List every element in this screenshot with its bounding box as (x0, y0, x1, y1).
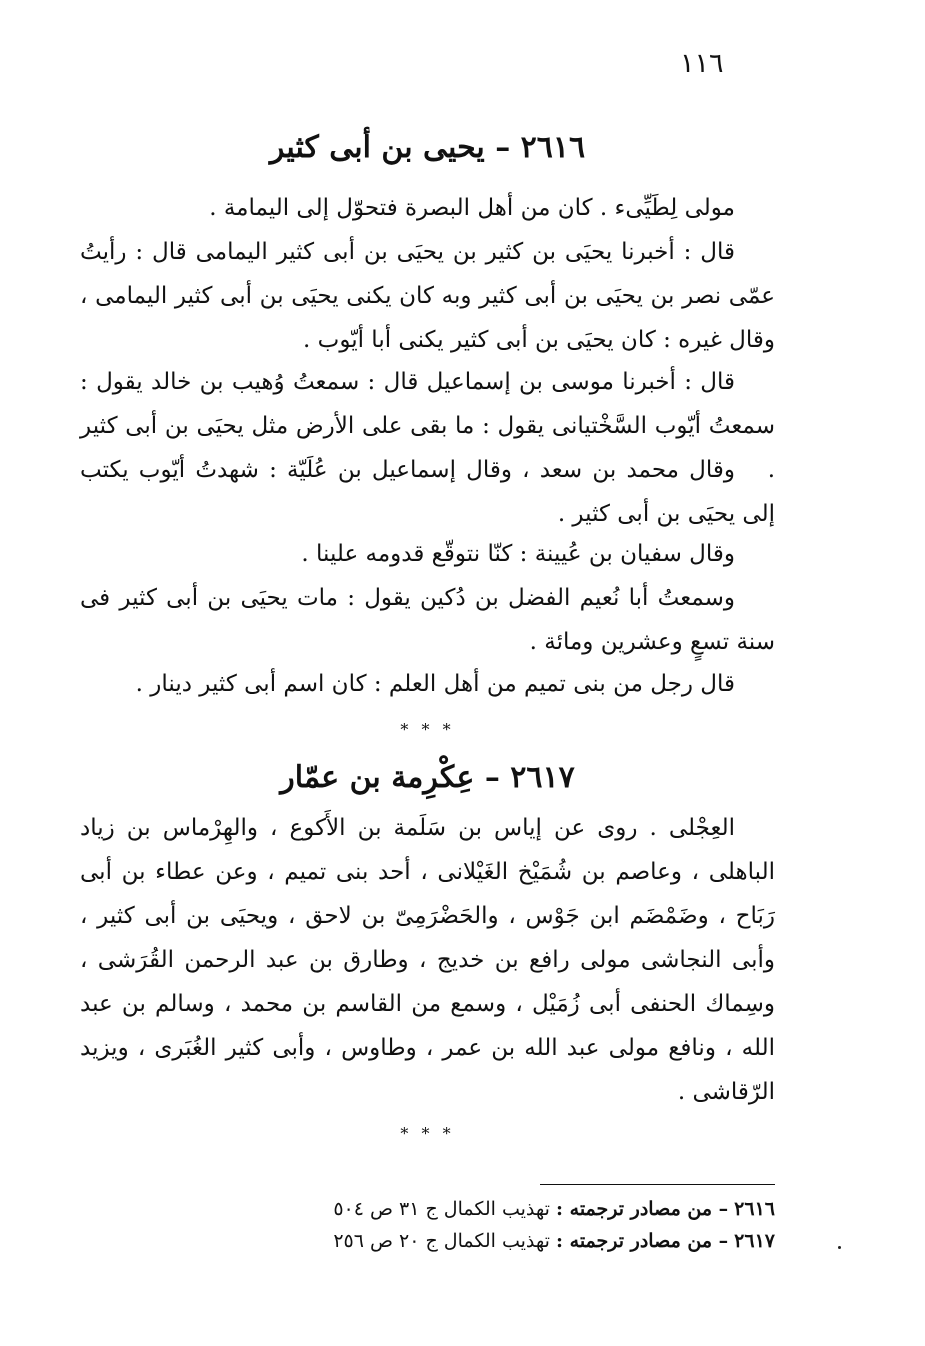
ink-speck (838, 1246, 841, 1249)
entry-2616-paragraph-7: قال رجل من بنى تميم من أهل العلم : كان اسم أبى كثير دينار . (135, 671, 735, 697)
footnote-2616 (80, 1194, 775, 1224)
section-separator: * * * (400, 1124, 455, 1143)
footnote-number: ٢٦١٧ (734, 1230, 775, 1252)
footnote-divider (540, 1184, 775, 1185)
entry-2616-paragraph-6: وسمعتُ أبا نُعيم الفضل بن دُكين يقول : مات يحيَى بن أبى كثير فى سنة تسعٍ وعشرين ومائة . (80, 585, 775, 655)
page-number: ١١٦ (680, 48, 724, 79)
footnote-text: تهذيب الكمال ج ٢٠ ص ٢٥٦ (333, 1230, 550, 1252)
footnote-label: – من مصادر ترجمته : (556, 1230, 729, 1252)
entry-2616-paragraph-1: مولى لِطَيِّىء . كان من أهل البصرة فتحوّل إلى اليمامة . (209, 195, 735, 221)
footnote-number: ٢٦١٦ (734, 1198, 775, 1220)
entry-2617-paragraph-1: العِجْلى . روى عن إياس بن سَلَمة بن الأَكوع ، والهِرْماس بن زياد الباهلى ، وعاصم بن شُمَيْخ الغَيْلانى ، أحد بنى تميم ، وعن عطاء بن أبى رَبَاح ، وضَمْضَم ابن جَوْس ، والحَضْرَمِىّ بن لاحق ، ويحيَى بن أبى كثير ، وأبى النجاشى مولى رافع بن خديج ، وطارق بن عبد الرحمن القُرَشى ، وسِماك الحنفى أبى زُمَيْل ، وسمع من القاسم بن محمد ، وسالم بن عبد الله ، ونافع مولى عبد الله بن عمر ، وطاوس ، وأبى كثير الغُبَرى ، ويزيد الرّقاشى . (80, 815, 775, 1105)
entry-2616-paragraph-3: قال : أخبرنا موسى بن إسماعيل قال : سمعتُ وُهيب بن خالد يقول : سمعتُ أيّوب السَّخْتيانى يقول : ما بقى على الأرض مثل يحيَى بن أبى كثير . (80, 369, 775, 483)
footnote-label: – من مصادر ترجمته : (556, 1198, 729, 1220)
entry-2616-paragraph-5: وقال سفيان بن عُيينة : كنّا نتوقّع قدومه علينا . (301, 541, 735, 567)
footnote-text: تهذيب الكمال ج ٣١ ص ٥٠٤ (333, 1198, 550, 1220)
entry-heading-2617: ٢٦١٧ – عِكْرِمة بن عمّار (280, 760, 575, 795)
entry-heading-2616: ٢٦١٦ – يحيى بن أبى كثير (269, 130, 586, 165)
footnote-2617 (80, 1226, 775, 1256)
entry-2616-paragraph-4: وقال محمد بن سعد ، وقال إسماعيل بن عُلَيّة : شهدتُ أيّوب يكتب إلى يحيَى بن أبى كثير . (80, 457, 775, 527)
entry-2616-paragraph-2: قال : أخبرنا يحيَى بن كثير بن يحيَى بن أبى كثير اليمامى قال : رأيتُ عمّى نصر بن يحيَى بن أبى كثير وبه كان يكنى يحيَى بن أبى كثير اليمامى ، وقال غيره : كان يحيَى بن أبى كثير يكنى أبا أيّوب . (80, 239, 775, 353)
section-separator: * * * (400, 720, 455, 739)
